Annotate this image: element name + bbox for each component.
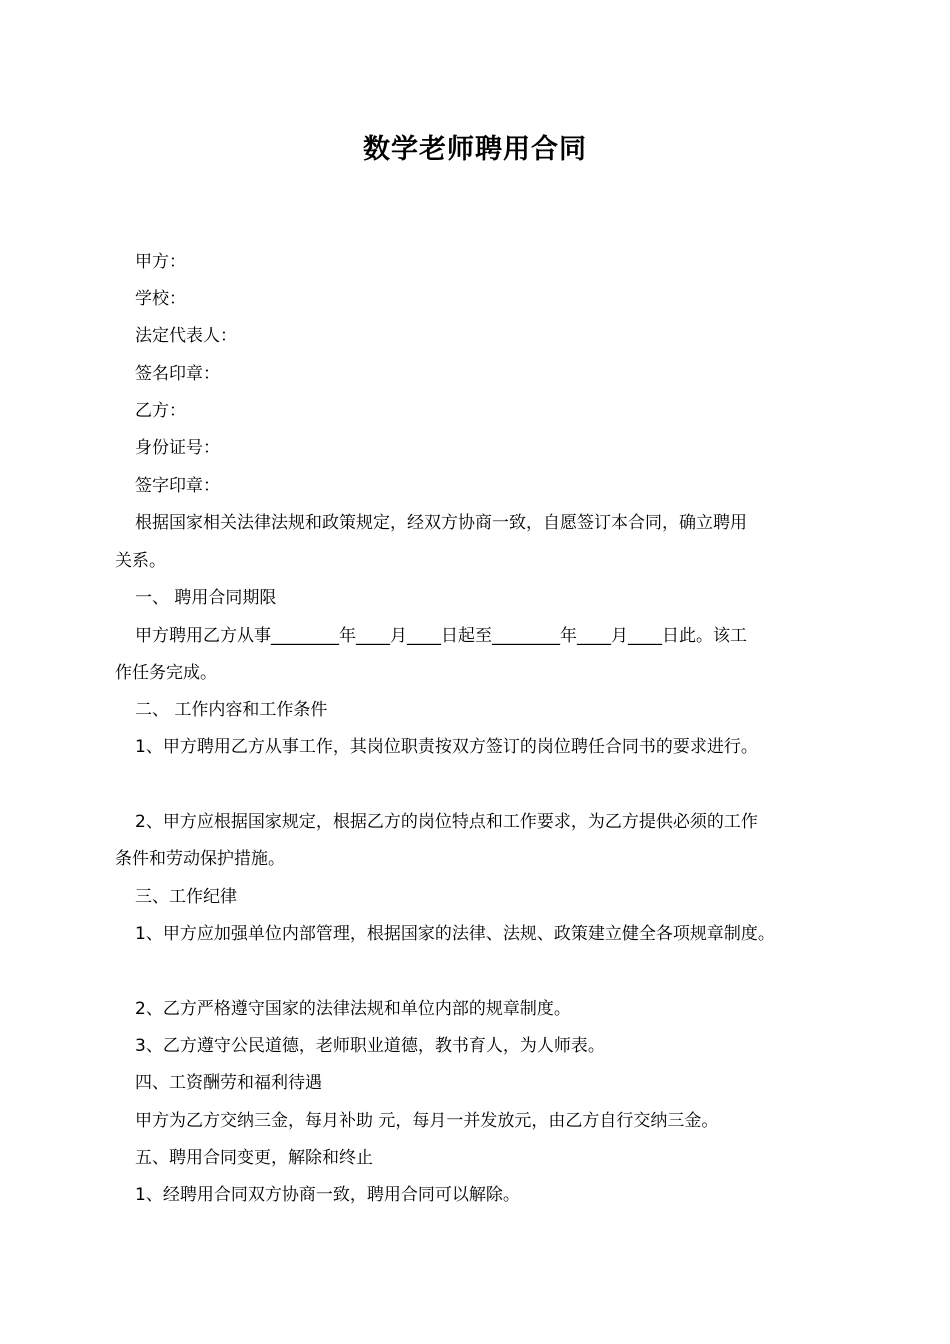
signature-label: 签字印章： [135,476,220,496]
signature-seal-label: 签名印章： [135,364,220,384]
document-title: 数学老师聘用合同 [363,134,587,165]
section-3-item-3: 3、乙方遵守公民道德，老师职业道德，教书育人，为人师表。 [135,1036,605,1056]
id-number-label: 身份证号： [135,438,220,458]
section-3-item-1: 1、甲方应加强单位内部管理，根据国家的法律、法规、政策建立健全各项规章制度。 [135,924,775,944]
section-3-item-2: 2、乙方严格遵守国家的法律法规和单位内部的规章制度。 [135,999,571,1019]
section-2-item-2-line-1: 2、甲方应根据国家规定，根据乙方的岗位特点和工作要求，为乙方提供必须的工作 [135,812,758,832]
school-label: 学校： [135,289,186,309]
section-5-item-1: 1、经聘用合同双方协商一致，聘用合同可以解除。 [135,1185,520,1205]
section-5-heading: 五、聘用合同变更，解除和终止 [135,1148,373,1168]
section-2-item-2-line-2: 条件和劳动保护措施。 [115,849,285,869]
section-4-line-1: 甲方为乙方交纳三金，每月补助 元，每月一并发放元，由乙方自行交纳三金。 [135,1111,719,1131]
section-1-heading: 一、 聘用合同期限 [135,588,277,608]
preamble-line-2: 关系。 [115,551,166,571]
section-3-heading: 三、工作纪律 [135,887,237,907]
section-1-line-2: 作任务完成。 [115,663,217,683]
party-b-label: 乙方： [135,401,186,421]
section-2-item-1: 1、甲方聘用乙方从事工作，其岗位职责按双方签订的岗位聘任合同书的要求进行。 [135,737,758,757]
legal-representative-label: 法定代表人： [135,326,237,346]
section-1-line-1: 甲方聘用乙方从事________年____月____日起至________年____月____日此。该工 [135,626,747,646]
preamble-line-1: 根据国家相关法律法规和政策规定，经双方协商一致，自愿签订本合同，确立聘用 [135,513,747,533]
section-4-heading: 四、工资酬劳和福利待遇 [135,1073,322,1093]
section-2-heading: 二、 工作内容和工作条件 [135,700,328,720]
party-a-label: 甲方： [135,252,186,272]
